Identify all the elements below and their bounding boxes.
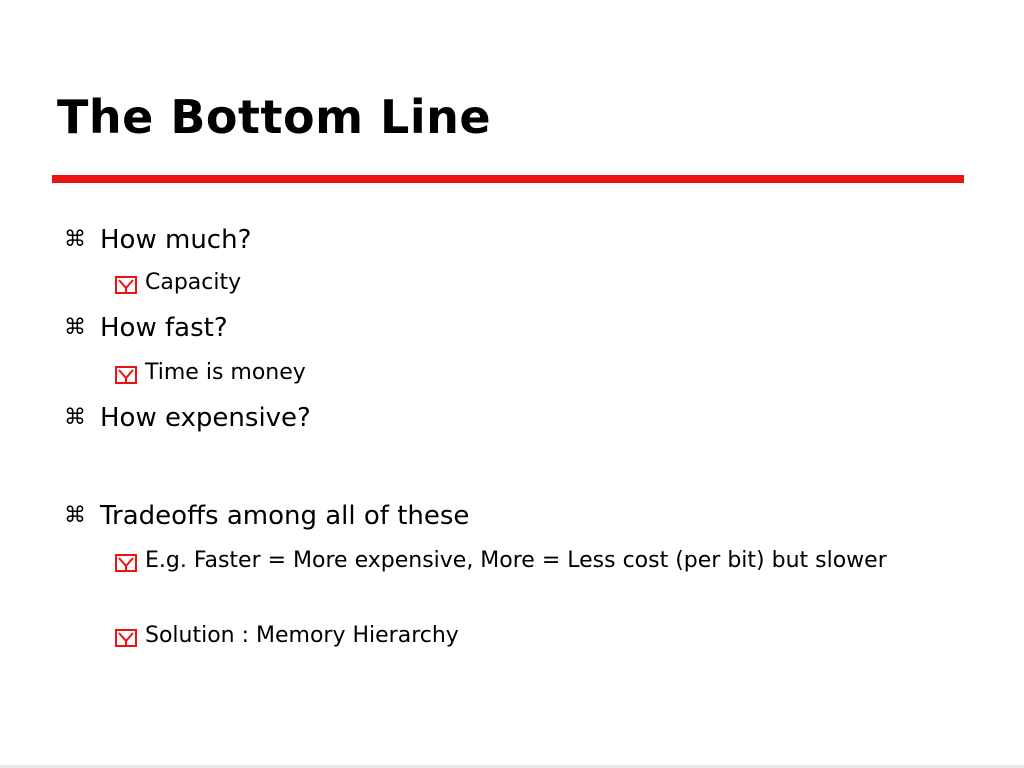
list-item [115, 544, 915, 578]
checkbox-y-icon [115, 356, 145, 390]
list-item-text: Solution : Memory Hierarchy [145, 623, 459, 648]
command-key-icon: ⌘ [64, 405, 86, 430]
command-key-icon: ⌘ [64, 227, 86, 252]
checkbox-y-icon [115, 266, 145, 300]
slide-title: The Bottom Line [57, 90, 492, 144]
list-item-text: Tradeoffs among all of these [100, 501, 470, 531]
list-item-text: E.g. Faster = More expensive, More = Less cost (per bit) but slower [145, 548, 887, 573]
checkbox-y-icon [115, 619, 145, 653]
command-key-icon: ⌘ [64, 503, 86, 528]
list-item [115, 356, 915, 390]
list-item-text: How much? [100, 225, 252, 255]
list-item-text: How fast? [100, 313, 228, 343]
list-item [64, 224, 251, 256]
list-item-text: Capacity [145, 270, 242, 295]
list-item-text: Time is money [145, 360, 306, 385]
list-item [64, 500, 469, 532]
command-key-icon: ⌘ [64, 315, 86, 340]
list-item [115, 266, 915, 300]
checkbox-y-icon [115, 544, 145, 578]
list-item-text: How expensive? [100, 403, 311, 433]
list-item [64, 402, 311, 434]
list-item [115, 619, 915, 653]
list-item [64, 312, 228, 344]
